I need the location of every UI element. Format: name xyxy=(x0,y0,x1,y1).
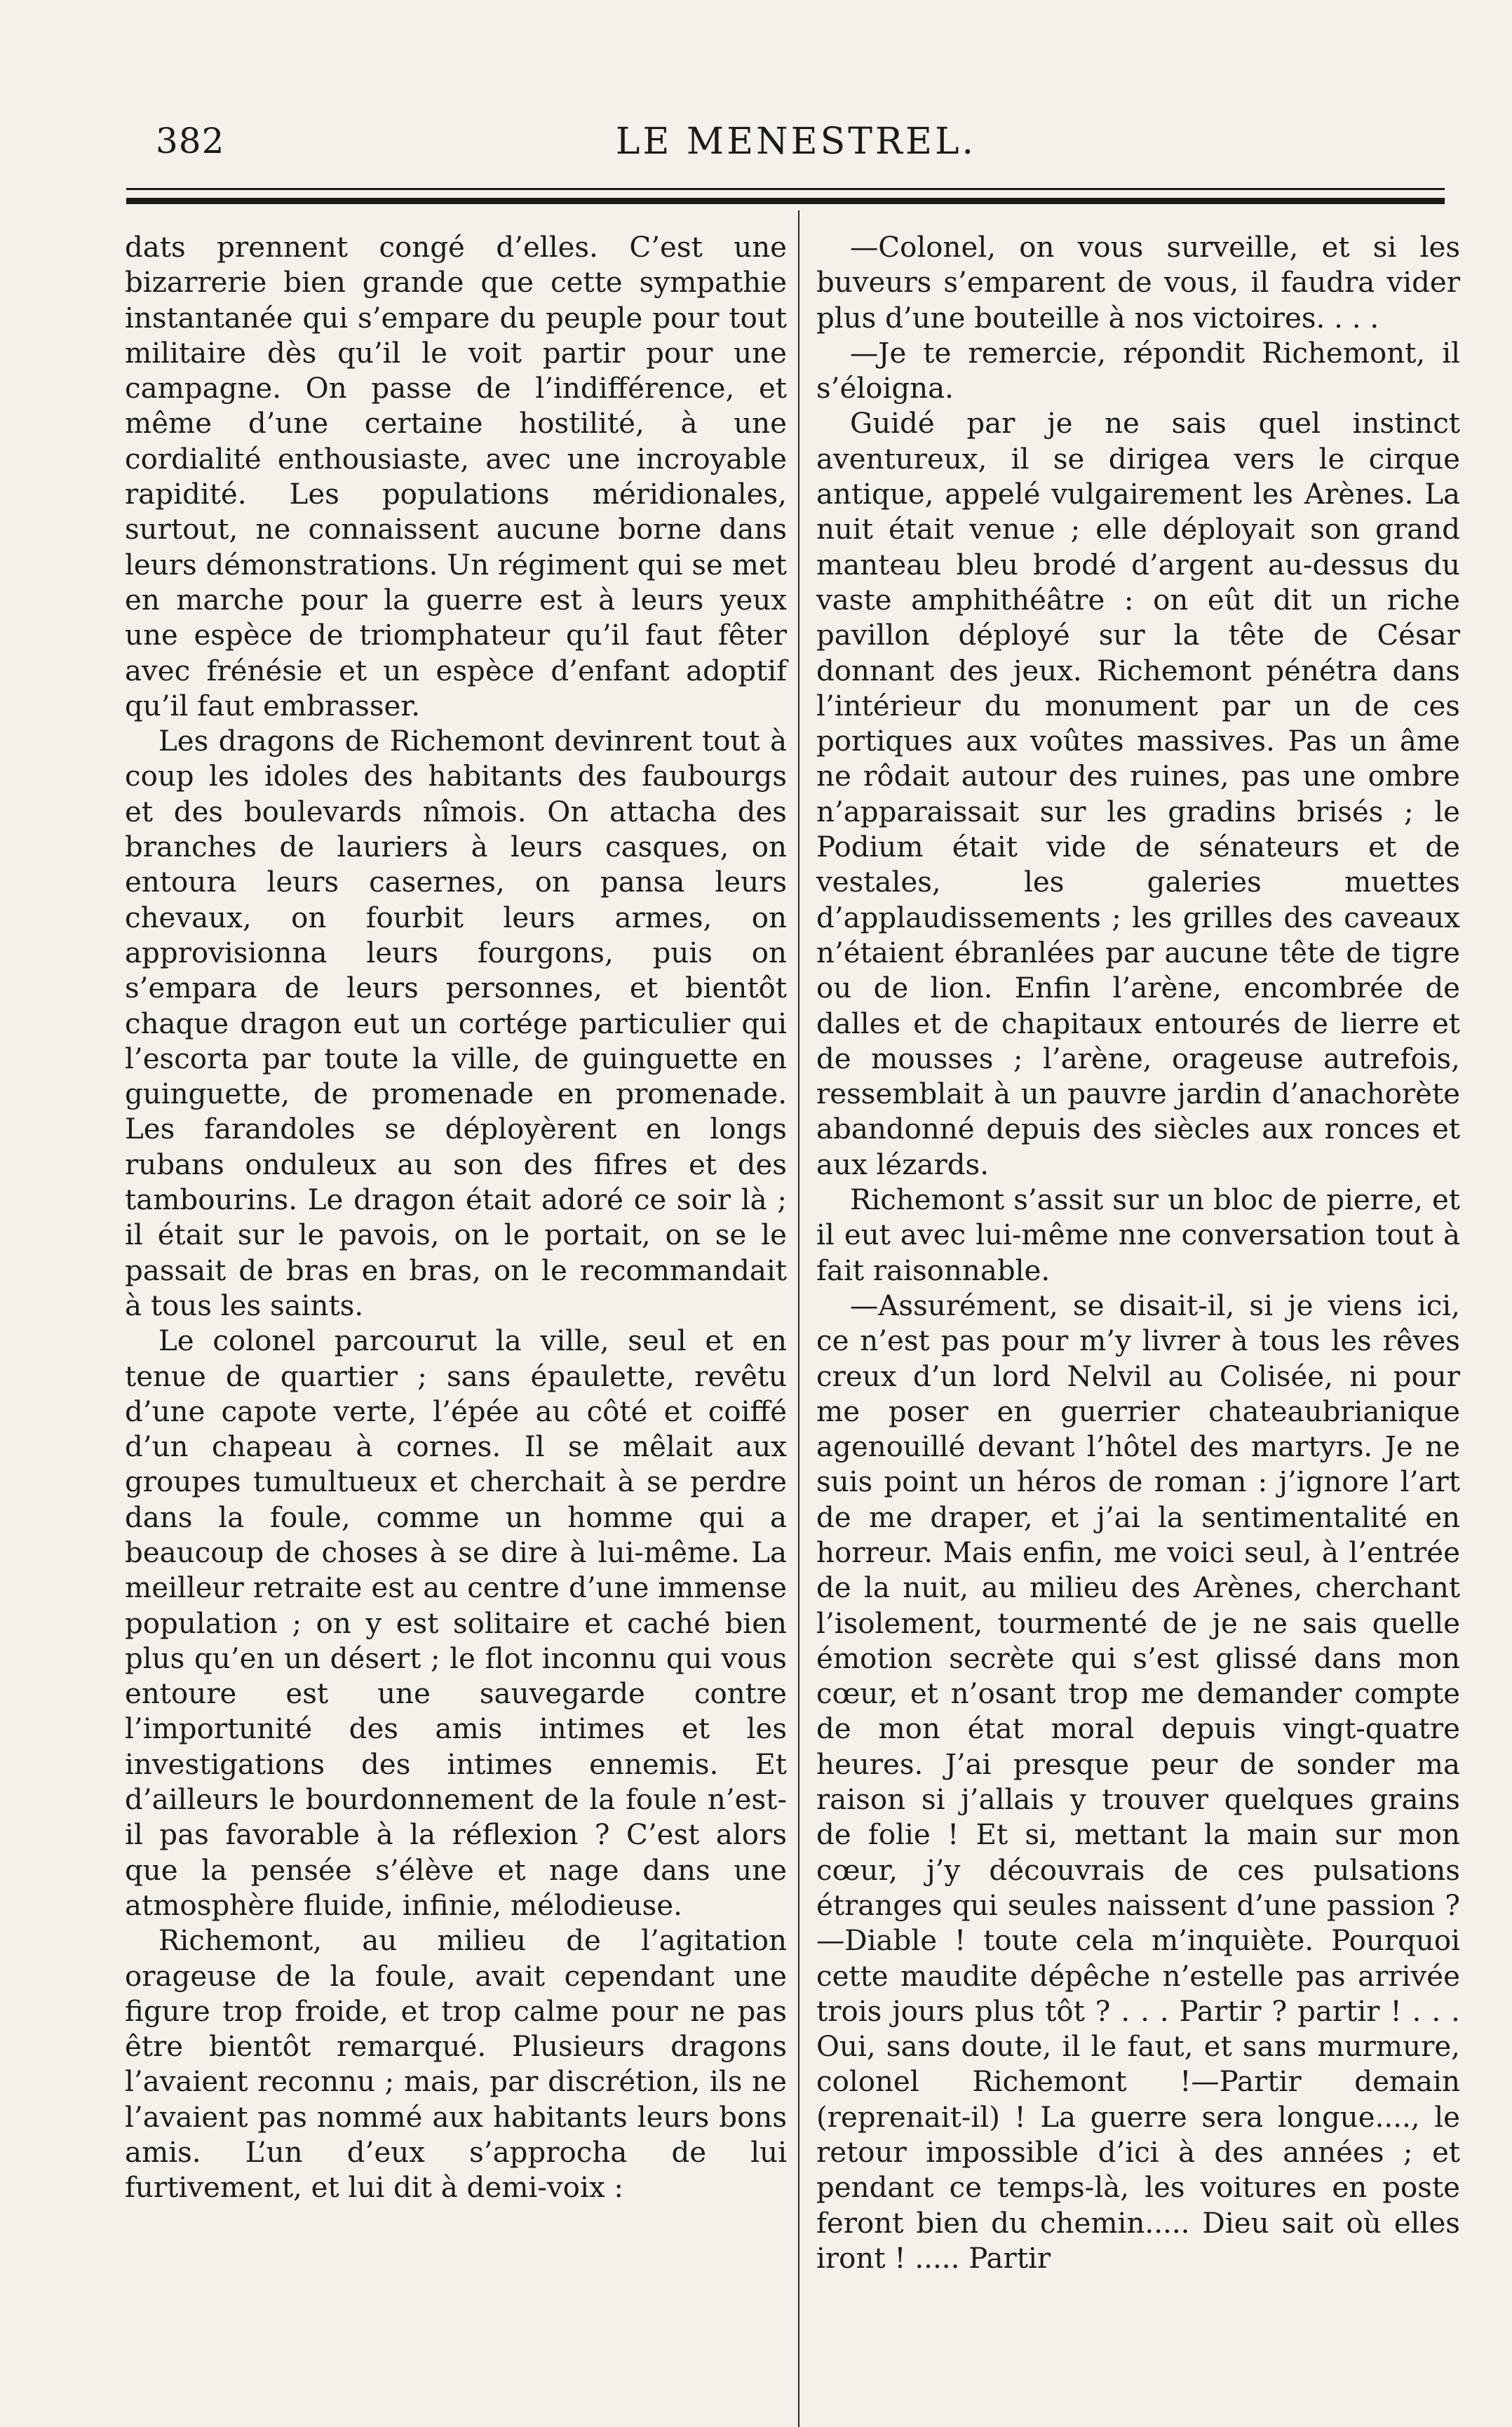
page-header xyxy=(147,112,1445,168)
paragraph: Richemont, au milieu de l’agitation orageuse de la foule, avait cependant une figure trop froide, et trop calme pour ne pas être bientôt remarqué. Plusieurs dragons l’avaient reconnu ; mais, par discrétion, ils ne l’avaient pas nommé aux habitants leurs bons amis. L’un d’eux s’approcha de lui furtivement, et lui dit à demi-voix : xyxy=(125,1924,787,2205)
paragraph: Guidé par je ne sais quel instinct aventureux, il se dirigea vers le cirque antique, appelé vulgairement les Arènes. La nuit était venue ; elle déployait son grand manteau bleu brodé d’argent au-dessus du vaste amphithéâtre : on eût dit un riche pavillon déployé sur la tête de César donnant des jeux. Richemont pénétra dans l’intérieur du monument par un de ces portiques aux voûtes massives. Pas un âme ne rôdait autour des ruines, pas une ombre n’apparaissait sur les gradins brisés ; le Podium était vide de sénateurs et de vestales, les galeries muettes d’applaudissements ; les grilles des caveaux n’étaient ébranlées par aucune tête de tigre ou de lion. Enfin l’arène, encombrée de dalles et de chapitaux entourés de lierre et de mousses ; l’arène, orageuse autrefois, ressemblait à un pauvre jardin d’anachorète abandonné depuis des siècles aux ronces et aux lézards. xyxy=(816,407,1460,1181)
paragraph: Le colonel parcourut la ville, seul et en tenue de quartier ; sans épaulette, revêtu d’une capote verte, l’épée au côté et coiffé d’un chapeau à cornes. Il se mêlait aux groupes tumultueux et cherchait à se perdre dans la foule, comme un homme qui a beaucoup de choses à se dire à lui-même. La meilleur retraite est au centre d’une immense population ; on y est solitaire et caché bien plus qu’en un désert ; le flot inconnu qui vous entoure est une sauvegarde contre l’importunité des amis intimes et les investigations des intimes ennemis. Et d’ailleurs le bourdonnement de la foule n’est-il pas favorable à la réflexion ? C’est alors que la pensée s’élève et nage dans une atmosphère fluide, infinie, mélodieuse. xyxy=(125,1324,787,1922)
journal-title: LE MENESTREL. xyxy=(615,121,977,163)
column-divider xyxy=(798,210,799,2427)
left-column xyxy=(125,230,787,2206)
paragraph: —Colonel, on vous surveille, et si les buveurs s’emparent de vous, il faudra vider plus d’une bouteille à nos victoires. . . . xyxy=(816,231,1460,335)
paragraph: —Je te remercie, répondit Richemont, il s’éloigna. xyxy=(816,336,1460,405)
paragraph: Richemont s’assit sur un bloc de pierre, et il eut avec lui-même nne conversation tout à fait raisonnable. xyxy=(816,1183,1460,1287)
header-rule-thick xyxy=(126,198,1445,204)
header-rule-thin xyxy=(126,188,1445,190)
paragraph: —Assurément, se disait-il, si je viens ici, ce n’est pas pour m’y livrer à tous les rêves creux d’un lord Nelvil au Colisée, ni pour me poser en guerrier chateaubrianique agenouillé devant l’hôtel des martyrs. Je ne suis point un héros de roman : j’ignore l’art de me draper, et j’ai la sentimentalité en horreur. Mais enfin, me voici seul, à l’entrée de la nuit, au milieu des Arènes, cherchant l’isolement, tourmenté de je ne sais quelle émotion secrète qui s’est glissé dans mon cœur, et n’osant trop me demander compte de mon état moral depuis vingt-quatre heures. J’ai presque peur de sonder ma raison si j’allais y trouver quelques grains de folie ! Et si, mettant la main sur mon cœur, j’y découvrais de ces pulsations étranges qui seules naissent d’une passion ?—Diable ! toute cela m’inquiète. Pourquoi cette maudite dépêche n’estelle pas arrivée trois jours plus tôt ? . . . Partir ? partir ! . . . Oui, sans doute, il le faut, et sans murmure, colonel Richemont !—Partir demain (reprenait-il) ! La guerre sera longue...., le retour impossible d’ici à des années ; et pendant ce temps-là, les voitures en poste feront bien du chemin..... Dieu sait où elles iront ! ..... Partir xyxy=(816,1289,1460,2275)
right-column xyxy=(816,230,1460,2276)
paragraph: Les dragons de Richemont devinrent tout à coup les idoles des habitants des faubourgs et des boulevards nîmois. On attacha des branches de lauriers à leurs casques, on entoura leurs casernes, on pansa leurs chevaux, on fourbit leurs armes, on approvisionna leurs fourgons, puis on s’empara de leurs personnes, et bientôt chaque dragon eut un cortége particulier qui l’escorta par toute la ville, de guinguette en guinguette, de promenade en promenade. Les farandoles se déployèrent en longs rubans onduleux au son des fifres et des tambourins. Le dragon était adoré ce soir là ; il était sur le pavois, on le portait, on se le passait de bras en bras, on le recommandait à tous les saints. xyxy=(125,725,787,1322)
page-number: 382 xyxy=(156,121,225,161)
paragraph: dats prennent congé d’elles. C’est une bizarrerie bien grande que cette sympathie instantanée qui s’empare du peuple pour tout militaire dès qu’il le voit partir pour une campagne. On passe de l’indifférence, et même d’une certaine hostilité, à une cordialité enthousiaste, avec une incroyable rapidité. Les populations méridionales, surtout, ne connaissent aucune borne dans leurs démonstrations. Un régiment qui se met en marche pour la guerre est à leurs yeux une espèce de triomphateur qu’il faut fêter avec frénésie et un espèce d’enfant adoptif qu’il faut embrasser. xyxy=(125,231,787,722)
